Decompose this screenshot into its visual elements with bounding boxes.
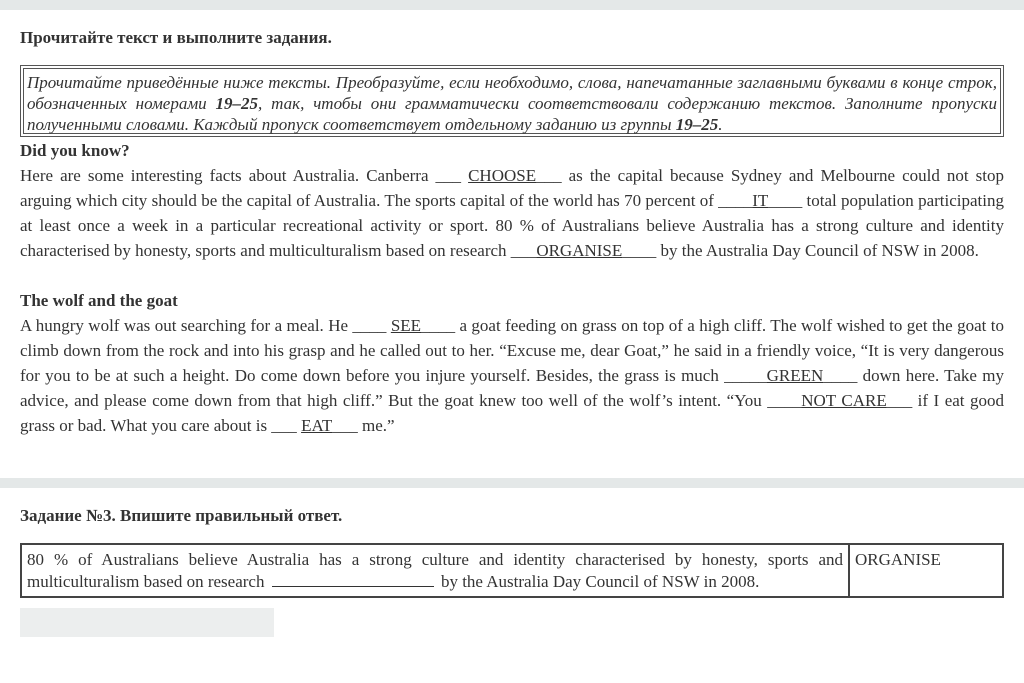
task-row	[21, 544, 1003, 597]
page-title: Прочитайте текст и выполните задания.	[20, 28, 332, 47]
keyword-not-care: NOT CARE	[801, 391, 887, 410]
keyword-see: SEE	[390, 316, 422, 335]
instructions-range1: 19–25	[215, 94, 259, 113]
text2-title: The wolf and the goat	[20, 291, 178, 310]
keyword-eat: EAT	[301, 416, 333, 435]
task-word: ORGANISE	[849, 544, 1003, 597]
keyword-it: IT	[752, 191, 769, 210]
text1-title: Did you know?	[20, 141, 130, 160]
text2-segment: ___ me.”	[332, 416, 395, 435]
instructions-part3: .	[718, 115, 723, 134]
keyword-organise: ORGANISE	[536, 241, 623, 260]
instructions-text	[23, 68, 1001, 134]
instructions-part2: , так, чтобы они грамматически соответствовали содержанию текстов. Заполните пропуски полученными словами. Каждый пропуск соответствует отдельному заданию из группы	[27, 94, 997, 134]
task-table	[20, 543, 1004, 598]
task-question	[21, 544, 849, 597]
task-question-before: 80 % of Australians believe Australia has a strong culture and identity characterised by honesty, sports and multiculturalism based on research	[27, 550, 843, 591]
task-question-after: by the Australia Day Council of NSW in 2008.	[440, 572, 760, 591]
text2-segment: A hungry wolf was out searching for a meal. He ____	[20, 316, 391, 335]
answer-input-area[interactable]	[20, 608, 274, 637]
text1-segment: ____ by the Australia Day Council of NSW in 2008.	[622, 241, 979, 260]
text2-segment: ____ a goat feeding on grass on top of a high cliff. The wolf wished to get the goat to climb down from the rock and into his grasp and he called out to her. “Excuse me, dear Goat,” he said in a friendly voice, “It is very dangerous for you to be at such a height. Do come down before you injure yourself. Besides, the grass is much _____	[20, 316, 1005, 385]
instructions-box	[20, 65, 1004, 137]
text2-segment: ___ if I eat good grass or bad. What you care about is ___	[20, 391, 1004, 435]
section-divider	[0, 478, 1024, 488]
top-band	[0, 0, 1024, 10]
instructions-range2: 19–25	[675, 115, 719, 134]
task-title: Задание №3. Впишите правильный ответ.	[20, 506, 343, 525]
answer-blank[interactable]	[272, 570, 434, 587]
text2-segment: ____ down here. Take my advice, and please come down from that high cliff.” But the goat knew too well of the wolf’s intent. “You ____	[20, 366, 1004, 410]
instructions-part1: Прочитайте приведённые ниже тексты. Преобразуйте, если необходимо, слова, напечатанные заглавными буквами в конце строк, обозначенных номерами	[27, 73, 997, 113]
text1-segment: ___ as the capital because Sydney and Melbourne could not stop arguing which city should be the capital of Australia. The sports capital of the world has 70 percent of ____	[20, 166, 1004, 210]
text1-segment: ____ total population participating at least once a week in a particular recreational activity or sport. 80 % of Australians believe Australia has a strong culture and identity characterised by honesty, sports and multiculturalism based on research ___	[20, 191, 1004, 260]
text1-paragraph	[20, 163, 1004, 263]
keyword-choose: CHOOSE	[468, 166, 537, 185]
text2-paragraph	[20, 313, 1004, 438]
text1-segment: Here are some interesting facts about Australia. Canberra ___	[20, 166, 469, 185]
keyword-green: GREEN	[766, 366, 824, 385]
